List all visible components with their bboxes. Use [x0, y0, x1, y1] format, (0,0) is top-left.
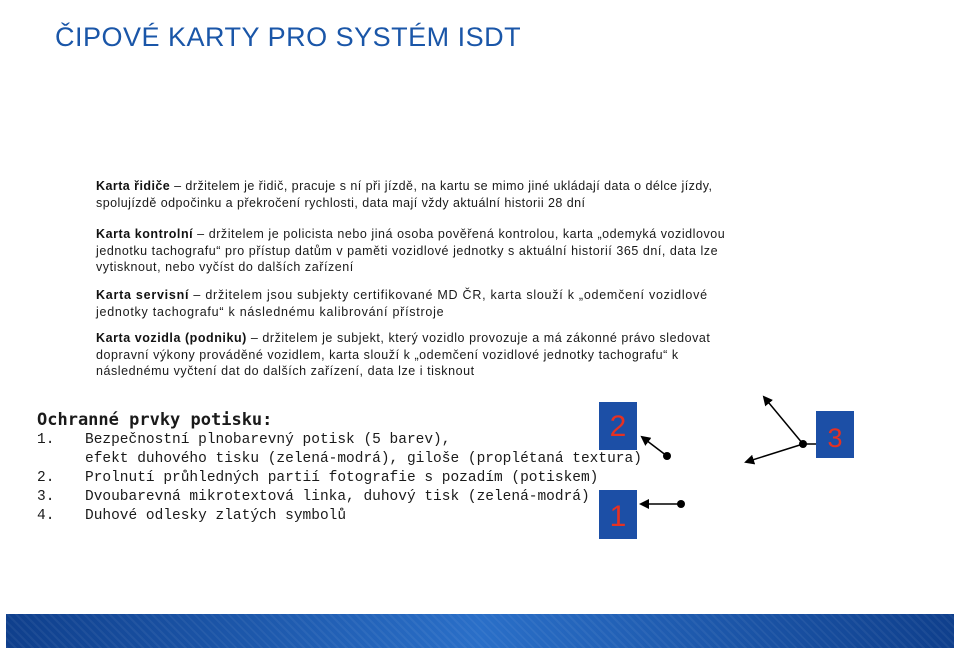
- arrow-1-dot: [677, 500, 685, 508]
- item-text: Prolnutí průhledných partií fotografie s pozadím (potiskem): [85, 470, 599, 486]
- card-company-desc: [96, 330, 736, 380]
- card-term: Karta vozidla (podniku): [96, 331, 247, 345]
- arrow-3-a: [764, 397, 803, 444]
- arrow-2-dot: [663, 452, 671, 460]
- card-text: – držitelem je policista nebo jiná osoba pověřená kontrolou, karta „odemyká vozidlovou jednotku tachografu“ pro přístup datům v paměti vozidlové jednotky s aktuální historií 365 dní, data lze vytisknout, nebo vyčíst do dalších zařízení: [96, 227, 726, 274]
- arrow-3-b: [746, 444, 803, 462]
- list-item: [37, 469, 642, 488]
- card-text: – držitelem jsou subjekty certifikované MD ČR, karta slouží k „odemčení vozidlové jednotky tachografu“ k následnému kalibrování přístroje: [96, 288, 708, 319]
- list-item: [37, 507, 642, 526]
- callout-label-1: 1: [599, 490, 637, 539]
- card-driver-desc: [96, 178, 746, 211]
- callout-label-2: 2: [599, 402, 637, 450]
- card-service-desc: [96, 287, 736, 320]
- card-text: – držitelem je subjekt, který vozidlo provozuje a má zákonné právo sledovat dopravní výkony prováděné vozidlem, karta slouží k „odemčení vozidlové jednotky tachografu“ k následnému vyčtení dat do dalších zařízení, data lze i tisknout: [96, 331, 711, 378]
- card-control-desc: [96, 226, 736, 276]
- card-term: Karta kontrolní: [96, 227, 194, 241]
- item-text: Dvoubarevná mikrotextová linka, duhový tisk (zelená-modrá): [85, 489, 590, 505]
- item-number: 4.: [37, 508, 55, 524]
- card-term: Karta řidiče: [96, 179, 171, 193]
- list-item: [37, 431, 642, 469]
- item-number: 3.: [37, 489, 55, 505]
- item-text: Bezpečnostní plnobarevný potisk (5 barev),: [85, 432, 451, 448]
- item-number: 1.: [37, 432, 55, 448]
- card-term: Karta servisní: [96, 288, 190, 302]
- item-text: Duhové odlesky zlatých symbolů: [85, 508, 347, 524]
- protection-list: [37, 431, 642, 526]
- footer-pattern: [6, 614, 954, 648]
- item-number: 2.: [37, 470, 55, 486]
- list-item: [37, 488, 642, 507]
- page-title: ČIPOVÉ KARTY PRO SYSTÉM ISDT: [55, 22, 522, 53]
- card-text: – držitelem je řidič, pracuje s ní při jízdě, na kartu se mimo jiné ukládají data o délce jízdy, spolujízdě odpočinku a překročení rychlosti, data mají vždy aktuální historii 28 dní: [96, 179, 713, 210]
- footer-banner: [6, 614, 954, 648]
- arrow-3-dot: [799, 440, 807, 448]
- protection-title: Ochranné prvky potisku:: [37, 410, 273, 430]
- item-text-continued: efekt duhového tisku (zelená-modrá), giloše (proplétaná textura): [85, 451, 642, 467]
- callout-label-3: 3: [816, 411, 854, 458]
- arrow-2: [642, 437, 667, 456]
